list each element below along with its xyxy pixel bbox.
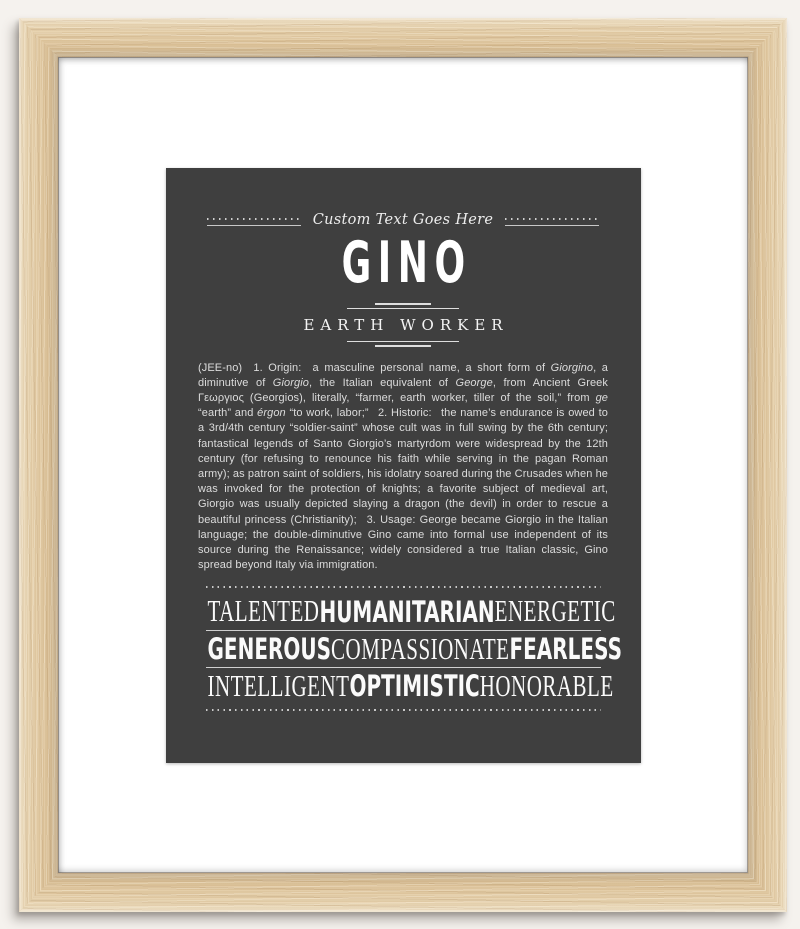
trait-row: [206, 667, 614, 704]
trait-word: TALENTED: [207, 593, 320, 629]
frame-right-rail: [748, 18, 787, 912]
frame-left-rail: [19, 18, 58, 912]
rule-long: [347, 308, 459, 309]
dotted-rule-left: [207, 218, 301, 226]
rule-long: [347, 341, 459, 342]
name-title: GINO: [341, 229, 472, 296]
name-meaning: EARTH WORKER: [303, 315, 509, 334]
trait-word: OPTIMISTIC: [349, 668, 480, 704]
picture-frame: [19, 18, 787, 912]
trait-word: INTELLIGENT: [207, 668, 350, 704]
name-title-wrap: [320, 229, 487, 296]
definition-text: (JEE-no) 1. Origin: a masculine personal name, a short form of Giorgino, a diminutive of Giorgio, the Italian equivalent of George, from Ancient Greek Γεωργιος (Georgios), literally, “farmer, earth worker, tiller of the soil,” from ge “earth” and érgon “to work, labor;” 2. Historic: the name’s endurance is owed to a 3rd/4th century “soldier-saint” whose cult was in full swing by the 6th century; fantastical legends of Santo Giorgio’s martyrdom were widespread by the 12th century (for refusing to renounce his faith while serving in the pagan Roman army); as patron saint of soldiers, his idolatry soared during the Crusades when he was invoked for the protection of knights; a favorite subject of medieval art, Giorgio was usually depicted slaying a dragon (the devil) in order to rescue a beautiful princess (Christianity); 3. Usage: George became Giorgio in the Italian language; the double-diminutive Gino came into formal use independent of its source during the Renaissance; widely considered a true Italian classic, Gino spread beyond Italy via immigration.: [198, 361, 609, 572]
rule-short: [375, 303, 431, 305]
frame-bottom-rail: [19, 873, 787, 912]
name-art-poster: [166, 168, 641, 763]
trait-word: FEARLESS: [509, 631, 622, 667]
double-rule-below-meaning: [347, 341, 459, 347]
trait-word: COMPASSIONATE: [331, 631, 510, 667]
rule-short: [375, 345, 431, 347]
traits-list: [206, 586, 622, 711]
trait-word: ENERGETIC: [494, 593, 616, 629]
dotted-rule-right: [505, 218, 599, 226]
trait-row: [206, 630, 622, 667]
trait-row: [206, 593, 616, 630]
frame-top-rail: [19, 18, 787, 57]
trait-word: HONORABLE: [479, 668, 614, 704]
double-rule-above-meaning: [347, 303, 459, 309]
custom-text-row: [207, 212, 599, 228]
trait-word: GENEROUS: [207, 631, 332, 667]
custom-text-label: Custom Text Goes Here: [312, 211, 494, 228]
trait-word: HUMANITARIAN: [319, 594, 495, 630]
mat-board: [58, 57, 748, 873]
